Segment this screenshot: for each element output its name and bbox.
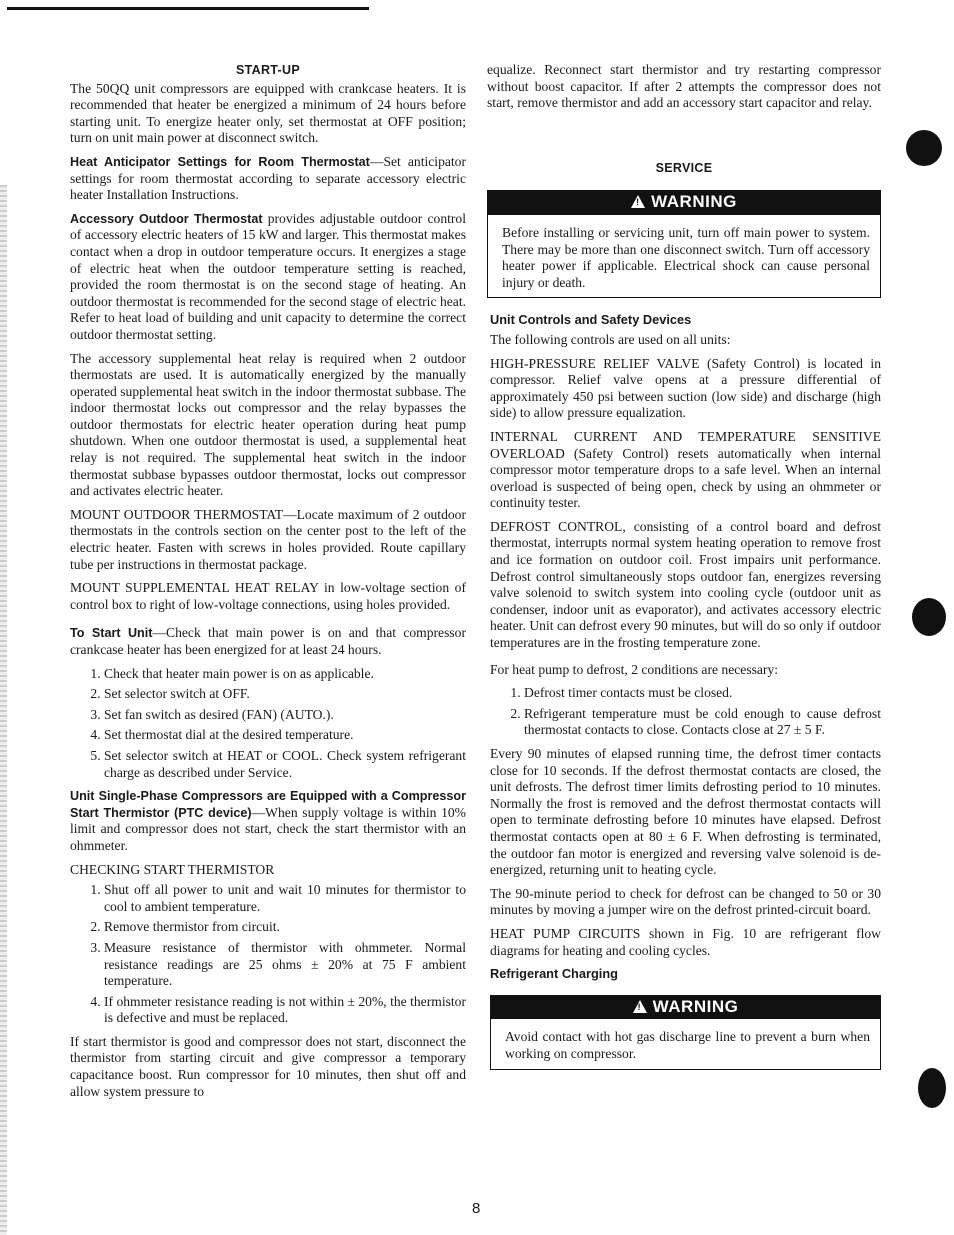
- start-steps-list: [70, 666, 466, 782]
- list-item: 2. Set selector switch at OFF.: [104, 686, 466, 703]
- service-heading: SERVICE: [655, 160, 713, 175]
- single-phase-paragraph: [70, 788, 466, 854]
- controls-intro: The following controls are used on all units:: [490, 331, 731, 347]
- high-pressure-paragraph: HIGH-PRESSURE RELIEF VALVE (Safety Control) is located in compressor. Relief valve opens at a pressure differential of approximately 450 psi between suction (low side) and discharge (high side) to allow pressure equalization.: [490, 355, 881, 421]
- warning-box: [490, 995, 881, 1070]
- page-number: 8: [472, 1200, 481, 1217]
- outdoor-thermostat-heading: Accessory Outdoor Thermostat: [70, 211, 263, 226]
- list-item: 4. Set thermostat dial at the desired temperature.: [104, 727, 466, 744]
- checking-thermistor-heading: CHECKING START THERMISTOR: [70, 861, 275, 877]
- warning-text: Avoid contact with hot gas discharge line to prevent a burn when working on compressor.: [505, 1029, 870, 1061]
- to-start-heading: To Start Unit: [70, 626, 153, 641]
- top-rule: [7, 7, 369, 10]
- warning-box: [487, 190, 881, 298]
- right-column: [487, 62, 881, 1077]
- heat-anticipator-paragraph: [70, 154, 466, 204]
- warning-text: Before installing or servicing unit, turn off main power to system. There may be more than one disconnect switch. Turn off accessory heater power if applicable. Electrical shock can cause personal injury or death.: [502, 224, 870, 290]
- defrost-conditions-intro: For heat pump to defrost, 2 conditions are necessary:: [490, 661, 779, 677]
- ninety-minute-paragraph: The 90-minute period to check for defrost can be changed to 50 or 30 minutes by moving a jumper wire on the defrost printed-circuit board.: [490, 885, 881, 918]
- warning-banner: [491, 996, 880, 1020]
- to-start-paragraph: [70, 625, 466, 658]
- outdoor-thermostat-paragraph: [70, 211, 466, 344]
- to-start-text: —Check that main power is on and that compressor crankcase heater has been energized for at least 24 hours.: [70, 625, 466, 657]
- mount-relay-paragraph: MOUNT SUPPLEMENTAL HEAT RELAY in low-voltage section of control box to right of low-voltage connections, using holes provided.: [70, 580, 466, 612]
- warning-triangle-icon: [631, 195, 645, 208]
- heat-anticipator-text: —Set anticipator settings for room thermostat according to separate accessory electric heater Installation Instructions.: [70, 153, 466, 203]
- binder-hole: [912, 598, 946, 636]
- list-item: 2. Remove thermistor from circuit.: [104, 919, 466, 936]
- service-body: [487, 312, 881, 1069]
- warning-triangle-icon: [633, 1000, 647, 1013]
- warning-banner: [488, 191, 880, 215]
- internal-current-paragraph: INTERNAL CURRENT AND TEMPERATURE SENSITIVE OVERLOAD (Safety Control) resets automatically when internal compressor motor temperature drops to a safe level. When an internal overload is suspected of being open, check by using an ohmmeter or continuity tester.: [490, 428, 881, 511]
- refrigerant-charging-heading: Refrigerant Charging: [490, 966, 618, 982]
- binder-hole: [918, 1068, 946, 1108]
- checking-steps-list: [70, 882, 466, 1027]
- left-column: [70, 62, 466, 1107]
- unit-controls-heading: Unit Controls and Safety Devices: [490, 312, 692, 328]
- heat-pump-circuits-paragraph: HEAT PUMP CIRCUITS shown in Fig. 10 are refrigerant flow diagrams for heating and cooling cycles.: [490, 925, 881, 958]
- thermistor-good-paragraph: If start thermistor is good and compressor does not start, disconnect the thermistor from starting circuit and give compressor a temporary capacitance boost. Run compressor for 10 minutes, then shut off and allow system pressure to: [70, 1033, 466, 1099]
- continued-paragraph: equalize. Reconnect start thermistor and try restarting compressor without boost capacitor. If after 2 attempts the compressor does not start, remove thermistor and add an accessory start capacitor and relay.: [487, 62, 881, 111]
- scan-edge: [0, 185, 7, 1235]
- binder-hole: [906, 130, 942, 166]
- list-item: 1. Shut off all power to unit and wait 10 minutes for thermistor to cool to ambient temperature.: [104, 882, 466, 915]
- list-item: 4. If ohmmeter resistance reading is not within ± 20%, the thermistor is defective and must be replaced.: [104, 994, 466, 1027]
- supplemental-relay-paragraph: The accessory supplemental heat relay is required when 2 outdoor thermostats are used. It is automatically energized by the manually operated supplemental heat switch in the indoor thermostat subbase. The indoor thermostat locks out compressor and the relay bypasses the outdoor thermostats for electric heater operation during heat pump shutdown. When one outdoor thermostat is used, a supplemental heat relay is not required. The supplemental heat switch in the indoor thermostat subbase bypasses outdoor thermostat, locks out compressor and activates electric heater.: [70, 350, 466, 499]
- heat-anticipator-heading: Heat Anticipator Settings for Room Thermostat: [70, 154, 370, 169]
- warning-label: WARNING: [652, 996, 739, 1016]
- list-item: 2. Refrigerant temperature must be cold enough to cause defrost thermostat contacts to close. Contacts close at 27 ± 5 F.: [524, 706, 881, 739]
- list-item: 3. Set fan switch as desired (FAN) (AUTO.).: [104, 707, 466, 724]
- single-phase-heading: Unit Single-Phase Compressors are Equipped with a Compressor Start Thermistor (PTC device): [70, 789, 466, 820]
- startup-paragraph: The 50QQ unit compressors are equipped with crankcase heaters. It is recommended that heater be energized a minimum of 24 hours before starting unit. To energize heater only, set thermostat at OFF position; turn on unit main power at disconnect switch.: [70, 80, 466, 146]
- list-item: 1. Defrost timer contacts must be closed.: [524, 685, 881, 702]
- mount-outdoor-paragraph: MOUNT OUTDOOR THERMOSTAT—Locate maximum of 2 outdoor thermostats in the controls section on the center post to the left of the electric heater. Fasten with screws in holes provided. Route capillary tube per instructions in thermostat package.: [70, 506, 466, 572]
- warning-label: WARNING: [651, 192, 737, 212]
- list-item: 3. Measure resistance of thermistor with ohmmeter. Normal resistance readings are 25 ohms ± 20% at 75 F ambient temperature.: [104, 940, 466, 990]
- every-90-paragraph: Every 90 minutes of elapsed running time, the defrost timer contacts close for 10 seconds. If the defrost thermostat contacts are closed, the unit defrosts. The defrost timer limits defrosting period to 10 minutes. Normally the frost is removed and the defrost thermostat contacts will open to terminate defrosting before 10 minutes have elapsed. Defrost thermostat contacts open at 80 ± 6 F. When defrosting is terminated, the outdoor fan motor is energized and reversing valve solenoid is de-energized, returning unit to heating cycle.: [490, 746, 881, 878]
- list-item: 5. Set selector switch at HEAT or COOL. Check system refrigerant charge as described under Service.: [104, 748, 466, 781]
- defrost-conditions-list: [490, 685, 881, 739]
- outdoor-thermostat-text: provides adjustable outdoor control of accessory electric heaters of 15 kW and larger. This thermostat makes contact when a drop in outdoor temperature occurs. It energizes a stage of electric heat when the outdoor temperature setting is reached, provided the room thermostat is on the second stage of heating. An outdoor thermostat is recommended for the second stage of electric heat. Refer to heat load of building and unit capacity to determine the correct outdoor thermostat setting.: [70, 210, 466, 342]
- single-phase-text: —When supply voltage is within 10% limit and compressor does not start, check the start thermistor with an ohmmeter.: [70, 804, 466, 853]
- list-item: 1. Check that heater main power is on as applicable.: [104, 666, 466, 683]
- startup-heading: START-UP: [236, 63, 300, 77]
- defrost-control-paragraph: DEFROST CONTROL, consisting of a control board and defrost thermostat, interrupts normal system heating operation to remove frost and ice formation on outdoor coil. Frost impairs unit performance. Defrost control simultaneously stops outdoor fan, energizes reversing valve solenoid to switch system into cooling cycle (outdoor unit as condenser, indoor unit as evaporator), and activates accessory electric heater. Unit can defrost every 90 minutes, but will do so only if outdoor temperatures are in the frosting temperature zone.: [490, 518, 881, 651]
